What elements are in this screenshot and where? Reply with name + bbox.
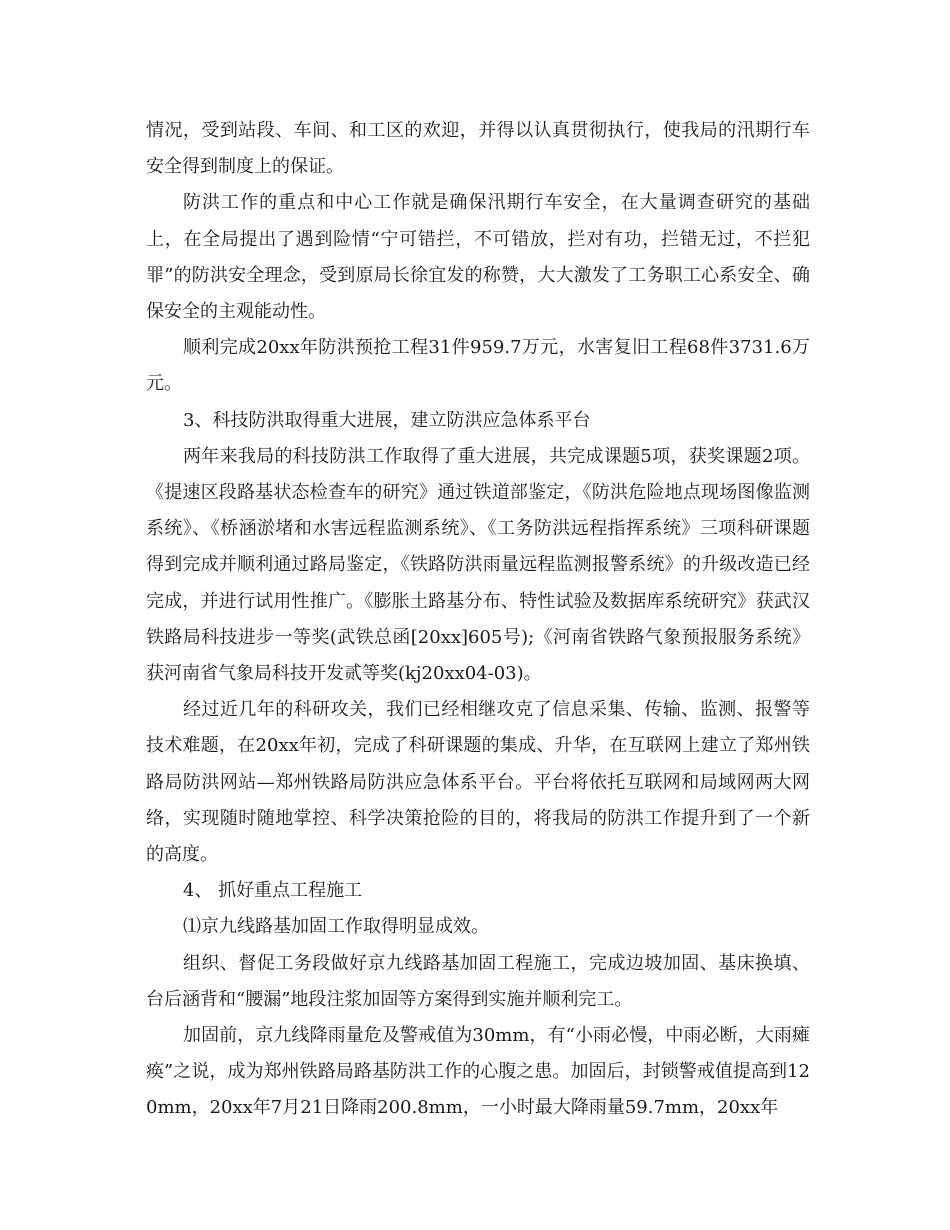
section-heading-3: 3、科技防洪取得重大进展，建立防洪应急体系平台 [183,409,591,431]
paragraph-7: 加固前，京九线降雨量危及警戒值为30mm，有“小雨必慢，中雨必断，大雨瘫痪”之说，成为郑州铁路局路基防洪工作的心腹之患。加固后，封锁警戒值提高到120mm，20xx年7月21日降雨200.8mm，一小时最大降雨量59.7mm，20xx年 [146,1025,810,1119]
paragraph-2: 防洪工作的重点和中心工作就是确保汛期行车安全，在大量调查研究的基础上，在全局提出了遇到险情“宁可错拦，不可错放，拦对有功，拦错无过，不拦犯罪”的防洪安全理念，受到原局长徐宜发的称赞，大大激发了工务职工心系安全、确保安全的主观能动性。 [146,192,810,323]
section-heading-4: 4、 抓好重点工程施工 [183,880,363,902]
document-body [146,113,810,1127]
paragraph-3: 顺利完成20xx年防洪预抢工程31件959.7万元，水害复旧工程68件3731.6万元。 [146,337,810,395]
paragraph-6: 组织、督促工务段做好京九线路基加固工程施工，完成边坡加固、基床换填、台后涵背和“腰漏”地段注浆加固等方案得到实施并顺利完工。 [146,952,810,1010]
paragraph-5: 经过近几年的科研攻关，我们已经相继攻克了信息采集、传输、监测、报警等技术难题，在20xx年初，完成了科研课题的集成、升华，在互联网上建立了郑州铁路局防洪网站—郑州铁路局防洪应急体系平台。平台将依托互联网和局域网两大网络，实现随时随地掌控、科学决策抢险的目的，将我局的防洪工作提升到了一个新的高度。 [146,699,810,866]
paragraph-4: 两年来我局的科技防洪工作取得了重大进展，共完成课题5项，获奖课题2项。《提速区段路基状态检查车的研究》通过铁道部鉴定，《防洪危险地点现场图像监测系统》、《桥涵淤堵和水害远程监测系统》、《工务防洪远程指挥系统》三项科研课题得到完成并顺利通过路局鉴定，《铁路防洪雨量远程监测报警系统》的升级改造已经完成，并进行试用性推广。《膨胀土路基分布、特性试验及数据库系统研究》获武汉铁路局科技进步一等奖(武铁总函[20xx]605号);《河南省铁路气象预报服务系统》获河南省气象局科技开发贰等奖(kj20xx04-03)。 [146,445,810,685]
paragraph-1: 情况，受到站段、车间、和工区的欢迎，并得以认真贯彻执行，使我局的汛期行车安全得到制度上的保证。 [146,120,810,178]
subsection-heading-1: ⑴京九线路基加固工作取得明显成效。 [183,916,489,938]
